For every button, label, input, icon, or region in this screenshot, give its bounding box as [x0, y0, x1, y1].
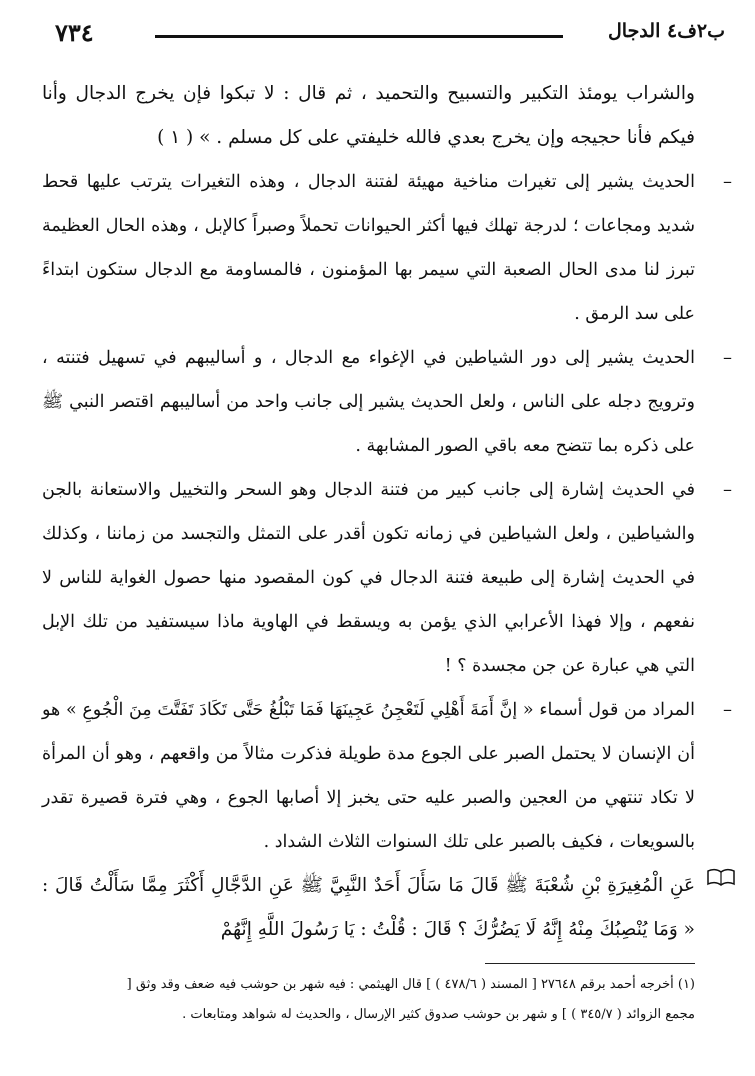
commentary-point: [42, 336, 732, 468]
footnotes: [42, 970, 695, 1030]
bullet-dash: –: [723, 479, 732, 500]
commentary-point: [42, 468, 732, 688]
bullet-dash: –: [723, 347, 732, 368]
hadith-text: عَنِ الْمُغِيرَةِ بْنِ شُعْبَةَ ﷺ قَالَ مَا سَأَلَ أَحَدٌ النَّبِيَّ ﷺ عَنِ الدَّجَّالِ أَكْثَرَ مِمَّا سَأَلْتُ قَالَ : « وَمَا يُنْصِبُكَ مِنْهُ إِنَّهُ لَا يَضُرُّكَ ؟ قَالَ : قُلْتُ : يَا رَسُولَ اللَّهِ إِنَّهُمْ: [42, 875, 695, 940]
bullet-dash: –: [723, 171, 732, 192]
commentary-text: المراد من قول أسماء « إنَّ أَمَةَ أَهْلِي لَتَعْجِنُ عَجِينَهَا فَمَا تَبْلُغُ حَتَّى تَكَادَ تَفَتَّتَ مِنَ الْجُوعِ » هو أن الإنسان لا يحتمل الصبر على الجوع مدة طويلة فذكرت مثالاً من واقعهم ، وهو أن المرأة لا تكاد تنتهي من العجين والصبر عليه حتى يخبز إلا أصابها الجوع ، وهي فترة قصيرة تقدر بالسويعات ، فكيف بالصبر على تلك السنوات الثلاث الشداد .: [42, 700, 695, 852]
open-book-icon: [707, 868, 735, 886]
footnote-line: (١) أخرجه أحمد برقم ٢٧٦٤٨ [ المسند ( ٤٧٨/٦ ) ] قال الهيثمي : فيه شهر بن حوشب فيه ضعف وقد وثق [: [126, 977, 695, 992]
chapter-heading: ب٢ف٤ الدجال: [607, 20, 725, 42]
commentary-text: الحديث يشير إلى دور الشياطين في الإغواء مع الدجال ، و أساليبهم في تسهيل فتنته ، وترويج دجله على الناس ، ولعل الحديث يشير إلى جانب واحد من أساليبهم اقتصر النبي ﷺ على ذكره بما تتضح معه باقي الصور المشابهة .: [42, 348, 695, 456]
header-rule: [155, 35, 563, 38]
commentary-point: [42, 688, 732, 864]
page-header: [55, 18, 725, 48]
bullet-dash: –: [723, 699, 732, 720]
footnote-line: مجمع الزوائد ( ٣٤٥/٧ ) ] و شهر بن حوشب صدوق كثير الإرسال ، والحديث له شواهد ومتابعات .: [182, 1007, 695, 1022]
commentary-text: الحديث يشير إلى تغيرات مناخية مهيئة لفتنة الدجال ، وهذه التغيرات يترتب عليها قحط شديد ومجاعات ؛ لدرجة تهلك فيها أكثر الحيوانات تحملاً وصبراً كالإبل ، وهذه الحال العظيمة تبرز لنا مدى الحال الصعبة التي سيمر بها المؤمنون ، فالمساومة مع الدجال ستكون ابتداءً على سد الرمق .: [42, 172, 695, 324]
page-body: [42, 72, 732, 952]
hadith-continuation: والشراب يومئذ التكبير والتسبيح والتحميد ، ثم قال : لا تبكوا فإن يخرج الدجال وأنا فيكم فأنا حجيجه وإن يخرج بعدي فالله خليفتي على كل مسلم . » ( ١ ): [42, 83, 695, 148]
commentary-point: [42, 160, 732, 336]
footnote-separator: [485, 963, 695, 964]
hadith-block: [42, 864, 695, 952]
commentary-text: في الحديث إشارة إلى جانب كبير من فتنة الدجال وهو السحر والتخييل والاستعانة بالجن والشياطين ، ولعل الشياطين في زمانه تكون أقدر على التمثل والتجسد من زماننا ، وكذلك في الحديث إشارة إلى طبيعة فتنة الدجال في كون المقصود منها حصول الغواية للناس لا نفعهم ، وإلا فهذا الأعرابي الذي يؤمن به ويسقط في الهاوية ماذا سيستفيد من تلك الإبل التي هي عبارة عن جن مجسدة ؟ !: [42, 480, 695, 676]
page-number: ٧٣٤: [55, 18, 94, 47]
